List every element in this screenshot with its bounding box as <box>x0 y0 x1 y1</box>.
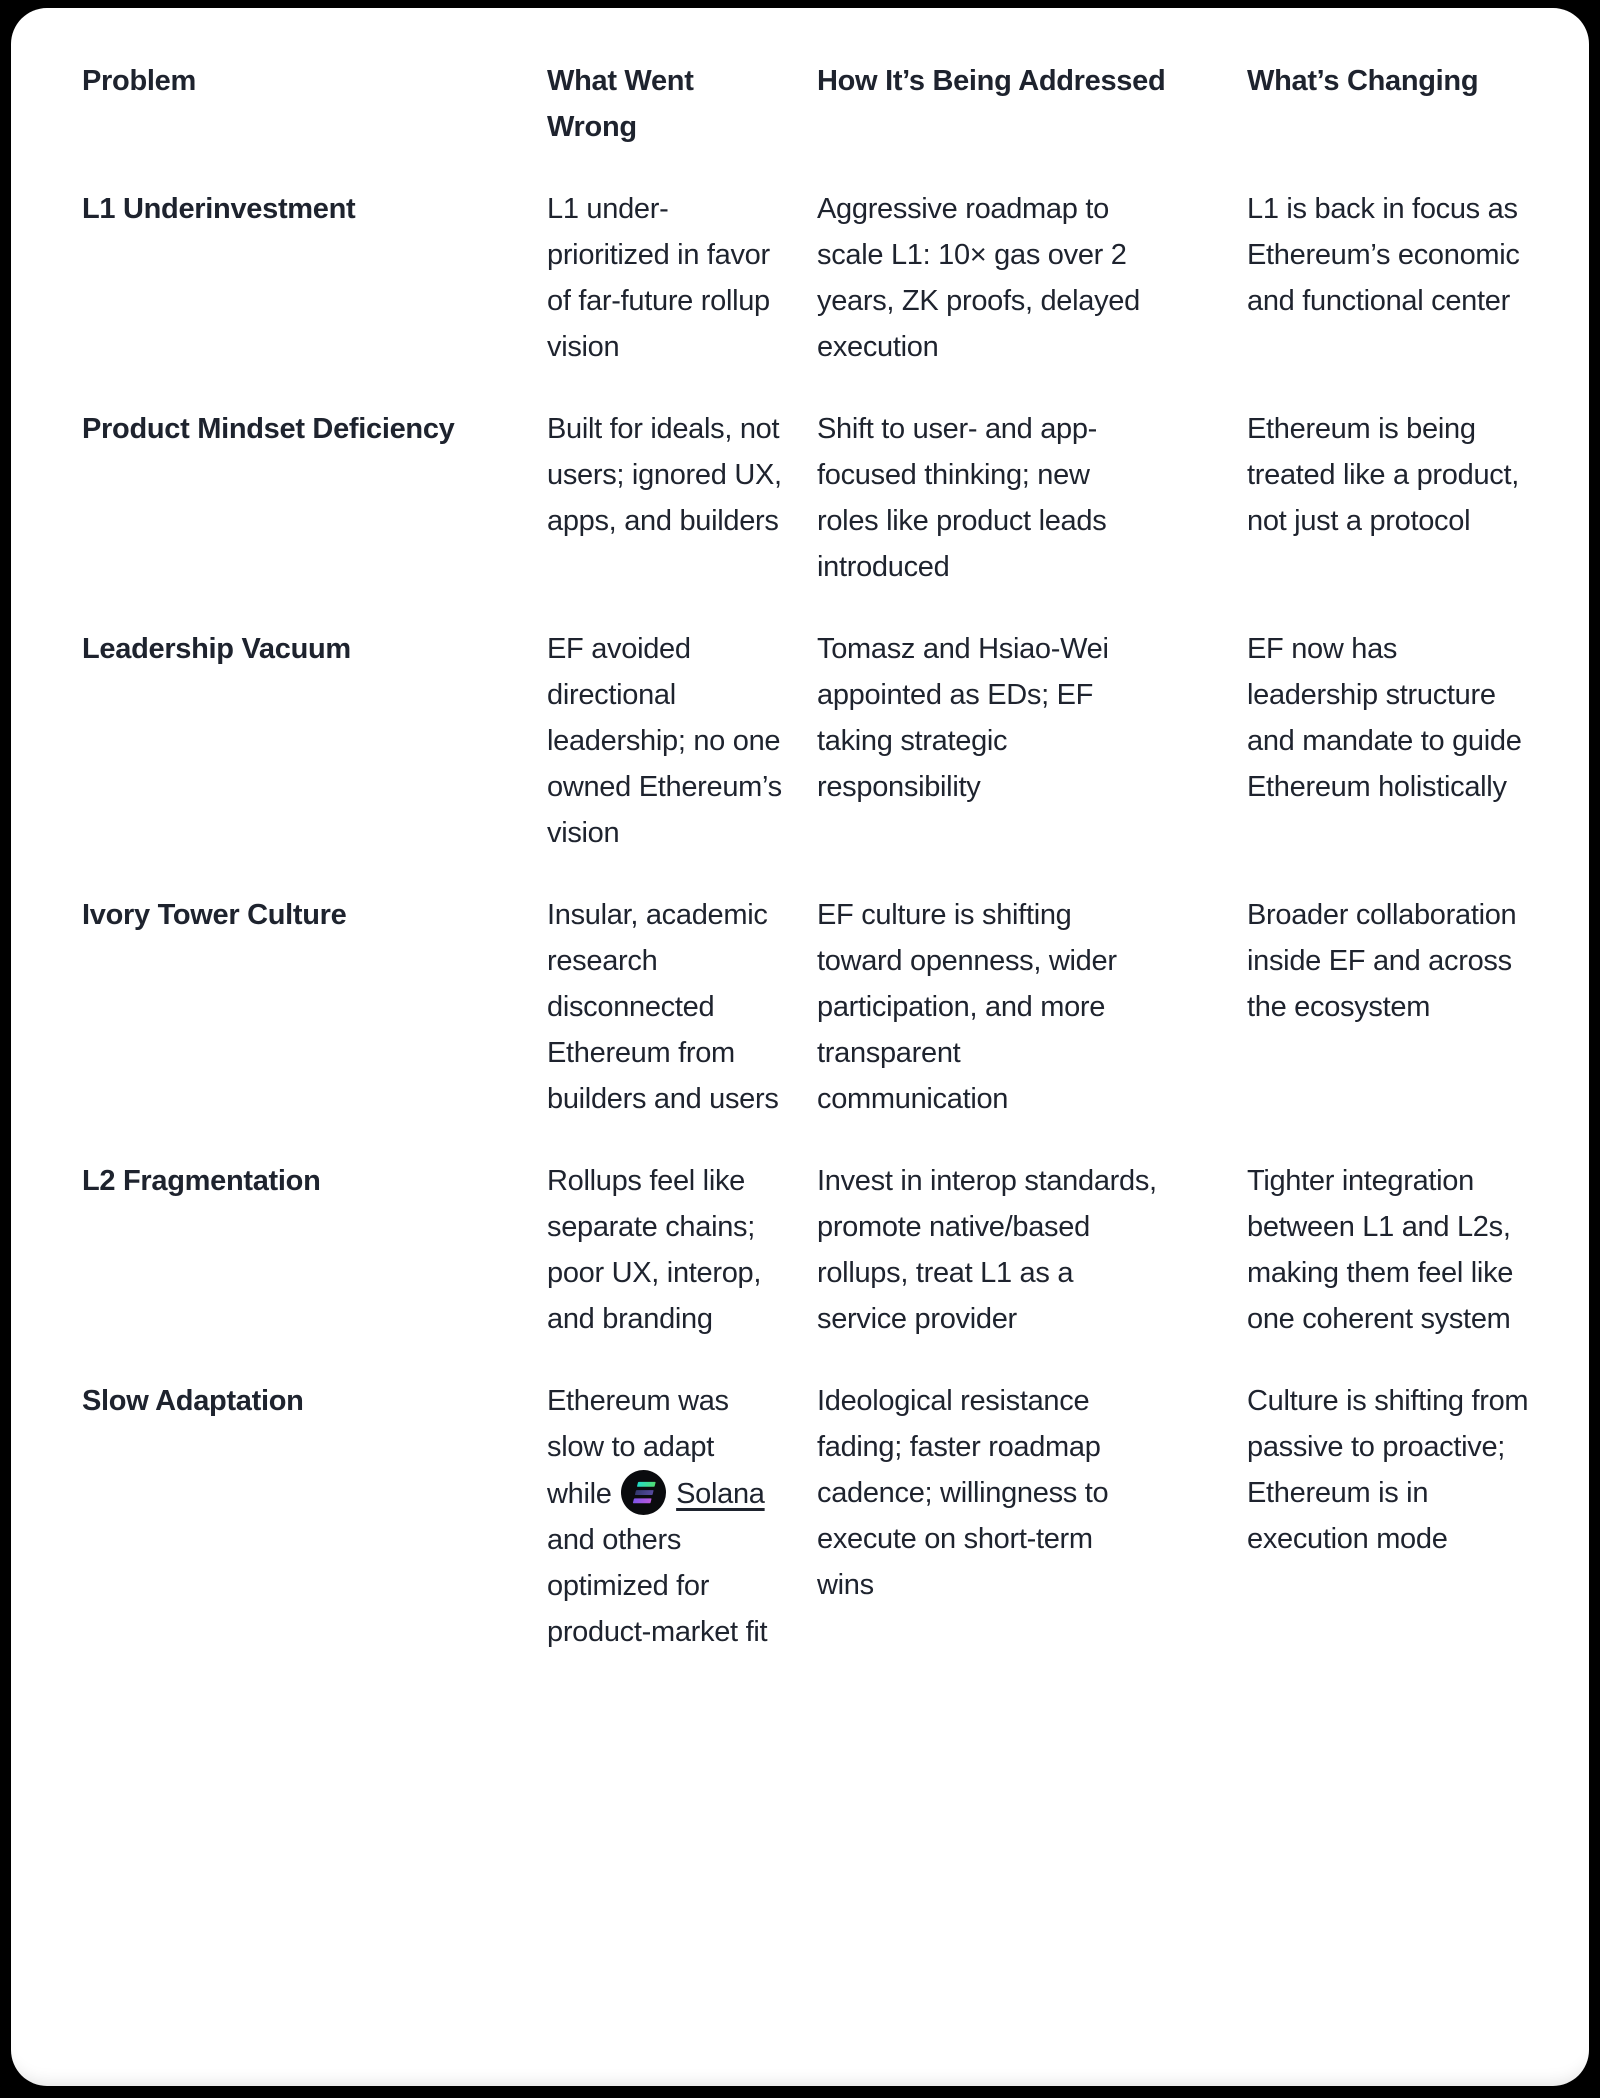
cell-what-went-wrong <box>547 1378 817 1655</box>
cell-what-went-wrong: Insular, academic research disconnected Ethereum from builders and users <box>547 899 779 1115</box>
text-before-link: Ethereum was slow to adapt while <box>547 1385 729 1510</box>
cell-whats-changing: Broader collaboration inside EF and across the ecosystem <box>1247 899 1517 1023</box>
cell-problem: Slow Adaptation <box>82 1385 304 1417</box>
header-whats-changing: What’s Changing <box>1247 65 1479 97</box>
table-row <box>82 406 1551 626</box>
table-row <box>82 186 1551 406</box>
cell-what-went-wrong: Built for ideals, not users; ignored UX, apps, and builders <box>547 413 782 537</box>
cell-problem: L1 Underinvestment <box>82 193 356 225</box>
cell-what-went-wrong: EF avoided directional leadership; no one owned Ethereum’s vision <box>547 633 782 849</box>
cell-problem: L2 Fragmentation <box>82 1165 321 1197</box>
cell-whats-changing: EF now has leadership structure and mandate to guide Ethereum holistically <box>1247 633 1522 803</box>
table-body <box>82 186 1551 1655</box>
text-after-link: and others optimized for product-market fit <box>547 1524 768 1648</box>
cell-what-went-wrong: L1 under-prioritized in favor of far-future rollup vision <box>547 193 770 363</box>
table-row <box>82 626 1551 892</box>
cell-what-went-wrong: Rollups feel like separate chains; poor UX, interop, and branding <box>547 1165 762 1335</box>
cell-problem: Product Mindset Deficiency <box>82 413 455 445</box>
cell-how-addressed: EF culture is shifting toward openness, wider participation, and more transparent communication <box>817 899 1117 1115</box>
table-row <box>82 1158 1551 1378</box>
cell-how-addressed: Tomasz and Hsiao-Wei appointed as EDs; EF taking strategic responsibility <box>817 633 1109 803</box>
cell-whats-changing: Culture is shifting from passive to proactive; Ethereum is in execution mode <box>1247 1385 1529 1555</box>
solana-icon <box>621 1470 666 1515</box>
cell-how-addressed: Aggressive roadmap to scale L1: 10× gas over 2 years, ZK proofs, delayed execution <box>817 193 1140 363</box>
solana-link[interactable]: Solana <box>676 1478 765 1510</box>
cell-how-addressed: Invest in interop standards, promote native/based rollups, treat L1 as a service provider <box>817 1165 1157 1335</box>
table-header <box>82 58 1551 186</box>
cell-whats-changing: Ethereum is being treated like a product, not just a protocol <box>1247 413 1519 537</box>
table-row <box>82 1378 1551 1655</box>
comparison-table <box>82 58 1551 1655</box>
table-row <box>82 892 1551 1158</box>
cell-problem: Ivory Tower Culture <box>82 899 347 931</box>
cell-how-addressed: Shift to user- and app-focused thinking; new roles like product leads introduced <box>817 413 1107 583</box>
cell-whats-changing: L1 is back in focus as Ethereum’s economic and functional center <box>1247 193 1520 317</box>
header-how-addressed: How It’s Being Addressed <box>817 65 1166 97</box>
header-what-went-wrong: What Went Wrong <box>547 65 694 143</box>
cell-how-addressed: Ideological resistance fading; faster roadmap cadence; willingness to execute on short-term wins <box>817 1385 1109 1601</box>
header-row <box>82 58 1551 186</box>
header-problem: Problem <box>82 65 196 97</box>
cell-whats-changing: Tighter integration between L1 and L2s, making them feel like one coherent system <box>1247 1165 1514 1335</box>
content-card <box>11 8 1589 2086</box>
cell-problem: Leadership Vacuum <box>82 633 351 665</box>
